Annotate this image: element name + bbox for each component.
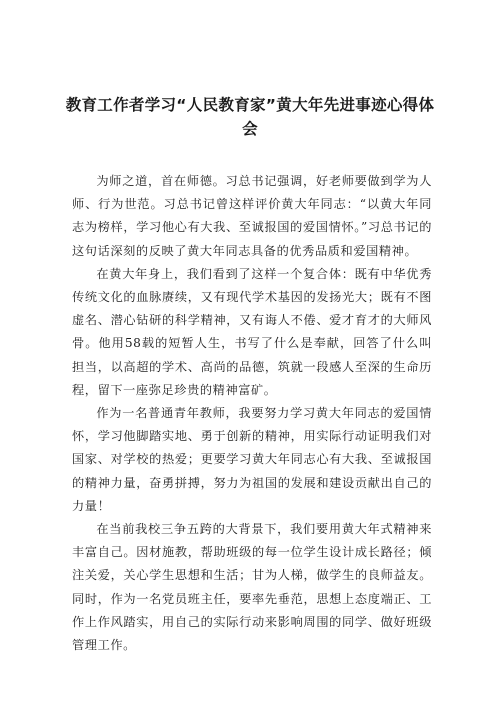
document-body [72,170,432,657]
body-paragraph: 在黄大年身上，我们看到了这样一个复合体：既有中华优秀传统文化的血脉赓续，又有现代学术基因的发扬光大；既有不图虚名、潜心钻研的科学精神，又有诲人不倦、爱才育才的大师风骨。他用58载的短暂人生，书写了什么是奉献，回答了什么叫担当，以高超的学术、高尚的品德，筑就一段感人至深的生命历程，留下一座弥足珍贵的精神富矿。 [72,266,432,397]
body-paragraph: 作为一名普通青年教师，我要努力学习黄大年同志的爱国情怀，学习他脚踏实地、勇于创新的精神，用实际行动证明我们对国家、对学校的热爱；更要学习黄大年同志心有大我、至诚报国的精神力量，奋勇拼搏，努力为祖国的发展和建设贡献出自己的力量！ [72,406,432,513]
body-paragraph: 在当前我校三争五跨的大背景下，我们要用黄大年式精神来丰富自己。因材施教，帮助班级的每一位学生设计成长路径；倾注关爱，关心学生思想和生活；甘为人梯，做学生的良师益友。同时，作为一名党员班主任，要率先垂范，思想上态度端正、工作上作风踏实，用自己的实际行动来影响周围的同学、做好班级管理工作。 [72,522,432,653]
body-paragraph: 为师之道，首在师德。习总书记强调，好老师要做到学为人师、行为世范。习总书记曾这样评价黄大年同志：“以黄大年同志为榜样，学习他心有大我、至诚报国的爱国情怀。”习总书记的这句话深刻的反映了黄大年同志具备的优秀品质和爱国精神。 [72,174,432,258]
document-title: 教育工作者学习“人民教育家”黄大年先进事迹心得体会 [65,96,435,138]
